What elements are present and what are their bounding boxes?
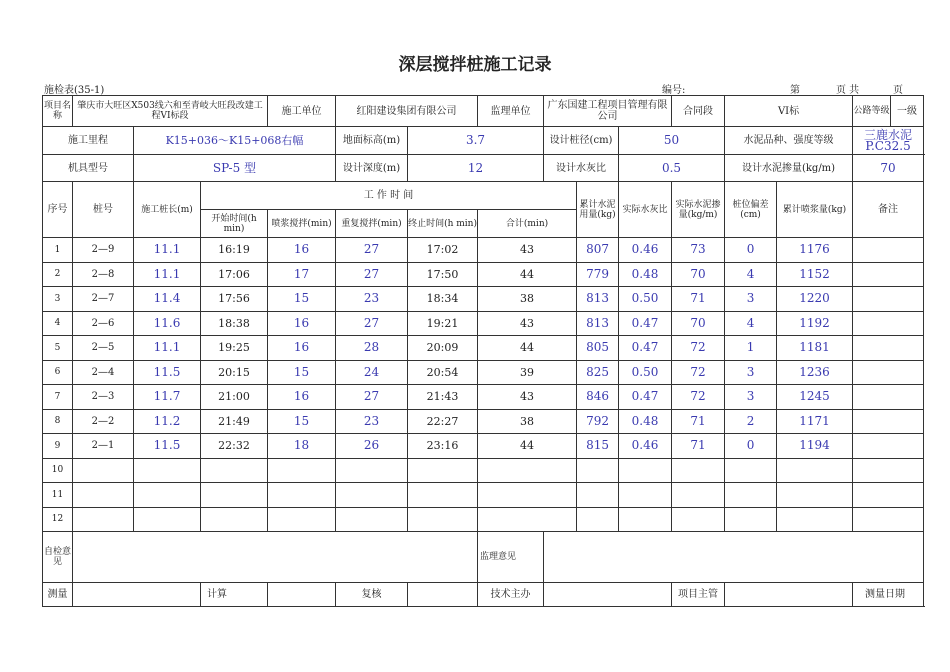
row-total: 38: [478, 409, 577, 434]
col-deviation: 桩位偏差(cm): [725, 182, 777, 238]
row-remark: [853, 434, 924, 459]
empty-cell: [619, 507, 672, 532]
row-slurry: 1220: [777, 287, 853, 312]
row-length: 11.4: [134, 287, 201, 312]
empty-cell: [725, 483, 777, 508]
section-value: VI标: [725, 96, 853, 127]
col-total: 合计(min): [478, 210, 577, 238]
row-length: 11.5: [134, 434, 201, 459]
page-ye-gong: 页 共: [836, 85, 860, 96]
row-spray: 17: [268, 262, 336, 287]
empty-cell: [268, 458, 336, 483]
empty-cell: [134, 483, 201, 508]
row-actual-dosage: 70: [672, 262, 725, 287]
col-start: 开始时间(h min): [201, 210, 268, 238]
pm-value: [725, 583, 853, 607]
row-slurry: 1152: [777, 262, 853, 287]
row-repeat: 28: [336, 336, 408, 361]
row-slurry: 1176: [777, 238, 853, 263]
row-deviation: 2: [725, 409, 777, 434]
col-seq: 序号: [43, 182, 73, 238]
row-total: 43: [478, 385, 577, 410]
table-row: [43, 287, 924, 312]
project-label: 项目名称: [43, 96, 73, 127]
row-actual-wc: 0.47: [619, 385, 672, 410]
row-start: 16:19: [201, 238, 268, 263]
row-seq: 10: [43, 458, 73, 483]
row-actual-dosage: 71: [672, 434, 725, 459]
row-total: 43: [478, 311, 577, 336]
review-label: 复核: [336, 583, 408, 607]
table-row: [43, 360, 924, 385]
row-pile-no: 2—5: [73, 336, 134, 361]
row-repeat: 27: [336, 262, 408, 287]
row-pile-no: 2—3: [73, 385, 134, 410]
table-row: [43, 409, 924, 434]
table-row: [43, 385, 924, 410]
row-actual-wc: 0.48: [619, 262, 672, 287]
machine-value: SP-5 型: [134, 155, 336, 182]
empty-cell: [725, 507, 777, 532]
empty-cell: [336, 507, 408, 532]
empty-cell: [577, 507, 619, 532]
row-actual-wc: 0.48: [619, 409, 672, 434]
row-pile-no: 2—4: [73, 360, 134, 385]
empty-cell: [73, 458, 134, 483]
empty-cell: [201, 507, 268, 532]
row-end: 22:27: [408, 409, 478, 434]
section-label: 合同段: [672, 96, 725, 127]
empty-cell: [478, 458, 577, 483]
empty-cell: [134, 507, 201, 532]
row-deviation: 3: [725, 385, 777, 410]
tech-lead-value: [544, 583, 672, 607]
row-spray: 16: [268, 385, 336, 410]
row-start: 21:00: [201, 385, 268, 410]
empty-cell: [672, 507, 725, 532]
row-seq: 3: [43, 287, 73, 312]
row-seq: 8: [43, 409, 73, 434]
empty-cell: [268, 507, 336, 532]
row-slurry: 1245: [777, 385, 853, 410]
row-pile-no: 2—8: [73, 262, 134, 287]
row-pile-no: 2—6: [73, 311, 134, 336]
row-actual-dosage: 71: [672, 409, 725, 434]
col-spray: 喷浆搅拌(min): [268, 210, 336, 238]
row-end: 23:16: [408, 434, 478, 459]
row-spray: 15: [268, 409, 336, 434]
self-check-label: 自检意见: [43, 532, 73, 583]
empty-cell: [577, 458, 619, 483]
row-end: 18:34: [408, 287, 478, 312]
row-remark: [853, 238, 924, 263]
row-slurry: 1171: [777, 409, 853, 434]
empty-cell: [201, 483, 268, 508]
depth-value: 12: [408, 155, 544, 182]
empty-cell: [73, 507, 134, 532]
row-total: 44: [478, 262, 577, 287]
row-deviation: 3: [725, 360, 777, 385]
empty-cell: [619, 483, 672, 508]
machine-label: 机具型号: [43, 155, 134, 182]
col-remark: 备注: [853, 182, 924, 238]
row-remark: [853, 262, 924, 287]
row-start: 19:25: [201, 336, 268, 361]
row-start: 22:32: [201, 434, 268, 459]
empty-cell: [478, 507, 577, 532]
row-repeat: 27: [336, 311, 408, 336]
row-actual-wc: 0.50: [619, 360, 672, 385]
col-end: 终止时间(h min): [408, 210, 478, 238]
row-actual-dosage: 72: [672, 336, 725, 361]
row-actual-wc: 0.47: [619, 336, 672, 361]
measure-date-label: 测量日期: [853, 583, 924, 607]
row-seq: 9: [43, 434, 73, 459]
row-cement: 813: [577, 287, 619, 312]
row-total: 43: [478, 238, 577, 263]
contractor-label: 施工单位: [268, 96, 336, 127]
row-cement: 805: [577, 336, 619, 361]
cement-type-label: 水泥品种、强度等级: [725, 127, 853, 155]
diameter-value: 50: [619, 127, 725, 155]
row-start: 17:06: [201, 262, 268, 287]
row-length: 11.7: [134, 385, 201, 410]
row-deviation: 0: [725, 434, 777, 459]
empty-cell: [853, 458, 924, 483]
row-total: 44: [478, 336, 577, 361]
grade-value: 一级: [891, 96, 924, 127]
row-actual-dosage: 73: [672, 238, 725, 263]
diameter-label: 设计桩径(cm): [544, 127, 619, 155]
supervision-value: [544, 532, 924, 583]
row-cement: 815: [577, 434, 619, 459]
row-actual-wc: 0.46: [619, 434, 672, 459]
row-end: 21:43: [408, 385, 478, 410]
calc-value: [268, 583, 336, 607]
row-slurry: 1236: [777, 360, 853, 385]
row-actual-dosage: 72: [672, 360, 725, 385]
supervision-label: 监理意见: [478, 532, 544, 583]
row-length: 11.1: [134, 336, 201, 361]
row-repeat: 23: [336, 409, 408, 434]
row-remark: [853, 360, 924, 385]
self-check-value: [73, 532, 478, 583]
row-repeat: 27: [336, 385, 408, 410]
row-start: 18:38: [201, 311, 268, 336]
empty-cell: [478, 483, 577, 508]
empty-cell: [853, 483, 924, 508]
row-cement: 825: [577, 360, 619, 385]
project-value: 肇庆市大旺区X503线六和至青岐大旺段改建工程VI标段: [73, 96, 268, 127]
row-pile-no: 2—2: [73, 409, 134, 434]
empty-cell: [408, 483, 478, 508]
col-work-time: 工 作 时 间: [201, 182, 577, 210]
row-seq: 4: [43, 311, 73, 336]
row-spray: 16: [268, 238, 336, 263]
empty-cell: [777, 483, 853, 508]
row-end: 19:21: [408, 311, 478, 336]
col-actual-dosage: 实际水泥掺量(kg/m): [672, 182, 725, 238]
row-seq: 2: [43, 262, 73, 287]
supervisor-value: 广东国建工程项目管理有限公司: [544, 96, 672, 127]
row-deviation: 4: [725, 311, 777, 336]
row-end: 17:50: [408, 262, 478, 287]
page-title: 深层搅拌桩施工记录: [398, 55, 552, 75]
wc-label: 设计水灰比: [544, 155, 619, 182]
row-seq: 6: [43, 360, 73, 385]
row-seq: 1: [43, 238, 73, 263]
dosage-label: 设计水泥掺量(kg/m): [725, 155, 853, 182]
row-length: 11.6: [134, 311, 201, 336]
row-end: 20:54: [408, 360, 478, 385]
table-row: [43, 238, 924, 263]
row-seq: 12: [43, 507, 73, 532]
row-actual-dosage: 71: [672, 287, 725, 312]
table-row: [43, 336, 924, 361]
empty-cell: [777, 458, 853, 483]
page-di: 第: [790, 85, 800, 96]
empty-cell: [336, 483, 408, 508]
col-length: 施工桩长(m): [134, 182, 201, 238]
cement-type-value: 三鹿水泥P.C32.5: [853, 127, 924, 155]
row-actual-wc: 0.50: [619, 287, 672, 312]
row-cement: 779: [577, 262, 619, 287]
review-value: [408, 583, 478, 607]
table-row-empty: [43, 507, 924, 532]
table-row: [43, 434, 924, 459]
ground-label: 地面标高(m): [336, 127, 408, 155]
grade-label: 公路等级: [853, 96, 891, 127]
row-deviation: 1: [725, 336, 777, 361]
row-seq: 5: [43, 336, 73, 361]
table-row: [43, 311, 924, 336]
col-actual-wc: 实际水灰比: [619, 182, 672, 238]
col-cement: 累计水泥用量(kg): [577, 182, 619, 238]
row-deviation: 3: [725, 287, 777, 312]
col-pile-no: 桩号: [73, 182, 134, 238]
row-actual-dosage: 72: [672, 385, 725, 410]
row-actual-wc: 0.47: [619, 311, 672, 336]
wc-value: 0.5: [619, 155, 725, 182]
row-spray: 16: [268, 336, 336, 361]
row-start: 20:15: [201, 360, 268, 385]
row-repeat: 26: [336, 434, 408, 459]
contractor-value: 红阳建设集团有限公司: [336, 96, 478, 127]
row-pile-no: 2—7: [73, 287, 134, 312]
empty-cell: [853, 507, 924, 532]
row-remark: [853, 311, 924, 336]
row-slurry: 1181: [777, 336, 853, 361]
measure-label: 测量: [43, 583, 73, 607]
empty-cell: [619, 458, 672, 483]
supervisor-label: 监理单位: [478, 96, 544, 127]
row-length: 11.2: [134, 409, 201, 434]
record-table: [42, 95, 924, 607]
row-pile-no: 2—9: [73, 238, 134, 263]
empty-cell: [672, 458, 725, 483]
row-deviation: 0: [725, 238, 777, 263]
mileage-value: K15+036～K15+068右幅: [134, 127, 336, 155]
row-cement: 846: [577, 385, 619, 410]
empty-cell: [577, 483, 619, 508]
page-ye: 页: [893, 85, 903, 96]
depth-label: 设计深度(m): [336, 155, 408, 182]
row-pile-no: 2—1: [73, 434, 134, 459]
row-start: 21:49: [201, 409, 268, 434]
row-length: 11.1: [134, 238, 201, 263]
empty-cell: [777, 507, 853, 532]
row-remark: [853, 336, 924, 361]
row-slurry: 1194: [777, 434, 853, 459]
row-total: 39: [478, 360, 577, 385]
row-slurry: 1192: [777, 311, 853, 336]
calc-label: 计算: [201, 583, 268, 607]
measure-value: [73, 583, 201, 607]
empty-cell: [73, 483, 134, 508]
row-start: 17:56: [201, 287, 268, 312]
row-cement: 813: [577, 311, 619, 336]
pm-label: 项目主管: [672, 583, 725, 607]
table-row-empty: [43, 458, 924, 483]
row-total: 38: [478, 287, 577, 312]
row-end: 17:02: [408, 238, 478, 263]
row-actual-wc: 0.46: [619, 238, 672, 263]
ground-value: 3.7: [408, 127, 544, 155]
tech-lead-label: 技术主办: [478, 583, 544, 607]
empty-cell: [134, 458, 201, 483]
row-spray: 15: [268, 287, 336, 312]
empty-cell: [672, 483, 725, 508]
empty-cell: [268, 483, 336, 508]
form-number: 施检表(35-1): [44, 85, 105, 96]
row-end: 20:09: [408, 336, 478, 361]
dosage-value: 70: [853, 155, 924, 182]
row-cement: 792: [577, 409, 619, 434]
empty-cell: [201, 458, 268, 483]
col-repeat: 重复搅拌(min): [336, 210, 408, 238]
empty-cell: [725, 458, 777, 483]
mileage-label: 施工里程: [43, 127, 134, 155]
empty-cell: [408, 458, 478, 483]
empty-cell: [336, 458, 408, 483]
table-row-empty: [43, 483, 924, 508]
row-remark: [853, 385, 924, 410]
row-repeat: 27: [336, 238, 408, 263]
col-slurry: 累计喷浆量(kg): [777, 182, 853, 238]
row-length: 11.1: [134, 262, 201, 287]
row-remark: [853, 409, 924, 434]
row-repeat: 24: [336, 360, 408, 385]
row-length: 11.5: [134, 360, 201, 385]
row-seq: 11: [43, 483, 73, 508]
row-spray: 16: [268, 311, 336, 336]
row-spray: 15: [268, 360, 336, 385]
row-cement: 807: [577, 238, 619, 263]
row-seq: 7: [43, 385, 73, 410]
row-deviation: 4: [725, 262, 777, 287]
table-row: [43, 262, 924, 287]
row-repeat: 23: [336, 287, 408, 312]
row-actual-dosage: 70: [672, 311, 725, 336]
empty-cell: [408, 507, 478, 532]
row-remark: [853, 287, 924, 312]
row-spray: 18: [268, 434, 336, 459]
row-total: 44: [478, 434, 577, 459]
serial-label: 编号:: [662, 85, 686, 96]
